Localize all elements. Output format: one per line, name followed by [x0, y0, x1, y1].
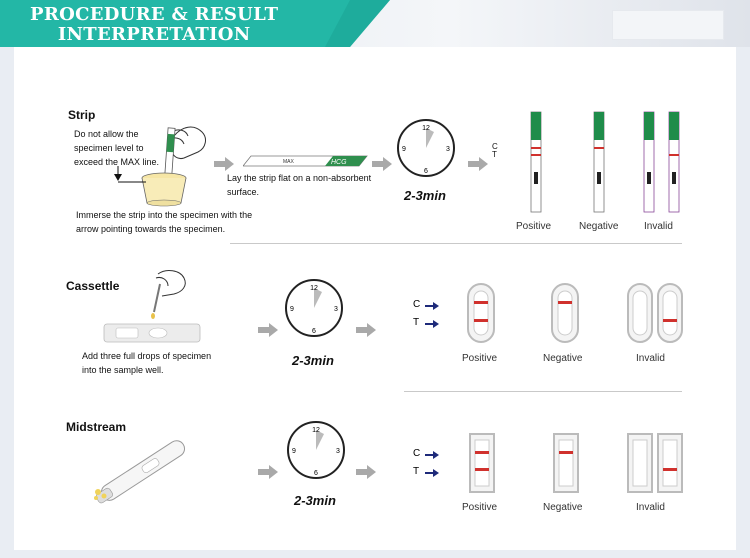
flat-strip-max: MAX [283, 159, 294, 165]
strip-note-line1: Do not allow the [74, 129, 139, 139]
clock-12: 12 [422, 125, 430, 132]
section-divider [404, 391, 682, 392]
step-arrow-icon [258, 323, 278, 337]
step-arrow-icon [468, 157, 488, 171]
clock-6: 6 [312, 328, 316, 335]
step-arrow-icon [356, 465, 376, 479]
midstream-result-positive: Positive [462, 502, 498, 513]
cassette-dropper-illustration [96, 266, 206, 346]
flat-strip-illustration [243, 154, 369, 168]
cassette-positive-window [466, 282, 496, 344]
clock-6: 6 [424, 168, 428, 175]
section-divider [230, 243, 682, 244]
strip-result-positive: Positive [516, 221, 552, 232]
cassette-section-title: Cassettle [66, 279, 120, 293]
midstream-device-illustration [86, 436, 196, 510]
step-arrow-icon [258, 465, 278, 479]
midstream-positive-window [468, 432, 496, 494]
midstream-wait-time: 2-3min [294, 493, 336, 508]
cassette-wait-time: 2-3min [292, 353, 334, 368]
strip-result-negative: Negative [579, 221, 619, 232]
page-title-line2: INTERPRETATION [57, 24, 251, 45]
midstream-negative-window [552, 432, 580, 494]
strip-note-line3: exceed the MAX line. [74, 157, 160, 167]
step-arrow-icon [214, 157, 234, 171]
cassette-instructions-line2: into the sample well. [82, 365, 164, 375]
timer-clock-icon [284, 278, 344, 338]
timer-clock-icon [286, 420, 346, 480]
strip-immerse-line1: Immerse the strip into the specimen with the [76, 210, 253, 220]
page-title [30, 5, 278, 45]
strip-positive-test [531, 112, 541, 212]
strip-lay-flat-line1: Lay the strip flat on a non-absorbent [227, 173, 372, 183]
cassette-result-positive: Positive [462, 353, 498, 364]
header-placeholder-box [612, 10, 724, 40]
strip-immersion-illustration [112, 118, 217, 210]
strip-immerse-line2: arrow pointing towards the specimen. [76, 224, 226, 234]
clock-12: 12 [310, 285, 318, 292]
midstream-result-invalid: Invalid [636, 502, 665, 513]
c-pointer-arrow-icon [425, 451, 439, 459]
strip-lay-flat-line2: surface. [227, 187, 260, 197]
t-pointer-arrow-icon [425, 320, 439, 328]
timer-clock-icon [396, 118, 456, 178]
clock-12: 12 [312, 427, 320, 434]
strip-note-line2: specimen level to [74, 143, 144, 153]
c-pointer-arrow-icon [425, 302, 439, 310]
midstream-t-label: T [413, 466, 420, 477]
cassette-result-invalid: Invalid [636, 353, 665, 364]
midstream-c-label: C [413, 448, 421, 459]
strip-wait-time: 2-3min [404, 188, 446, 203]
step-arrow-icon [356, 323, 376, 337]
clock-6: 6 [314, 470, 318, 477]
strip-t-label: T [492, 150, 497, 159]
clock-3: 3 [446, 146, 450, 153]
t-pointer-arrow-icon [425, 469, 439, 477]
clock-3: 3 [336, 448, 340, 455]
strip-results-illustration [528, 110, 688, 214]
cassette-invalid-windows [626, 282, 684, 344]
cassette-instructions [82, 349, 211, 377]
clock-9: 9 [292, 448, 296, 455]
step-arrow-icon [372, 157, 392, 171]
cassette-instructions-line1: Add three full drops of specimen [82, 351, 212, 361]
strip-ct-labels [492, 143, 498, 159]
flat-strip-brand: HCG [331, 159, 347, 166]
midstream-result-negative: Negative [543, 502, 583, 513]
strip-result-invalid: Invalid [644, 221, 673, 232]
strip-c-label: C [492, 142, 498, 151]
strip-immerse-instructions [76, 208, 252, 236]
strip-lay-flat-instructions [227, 171, 371, 199]
midstream-invalid-windows [626, 432, 684, 494]
strip-invalid-test-1 [644, 112, 654, 212]
cassette-negative-window [550, 282, 580, 344]
clock-9: 9 [402, 146, 406, 153]
midstream-section-title: Midstream [66, 420, 127, 434]
clock-9: 9 [290, 306, 294, 313]
strip-section-title: Strip [68, 108, 96, 122]
strip-invalid-test-2 [669, 112, 679, 212]
clock-3: 3 [334, 306, 338, 313]
cassette-t-label: T [413, 317, 420, 328]
strip-negative-test [594, 112, 604, 212]
cassette-c-label: C [413, 299, 421, 310]
cassette-result-negative: Negative [543, 353, 583, 364]
page-title-line1: PROCEDURE & RESULT [30, 4, 279, 25]
